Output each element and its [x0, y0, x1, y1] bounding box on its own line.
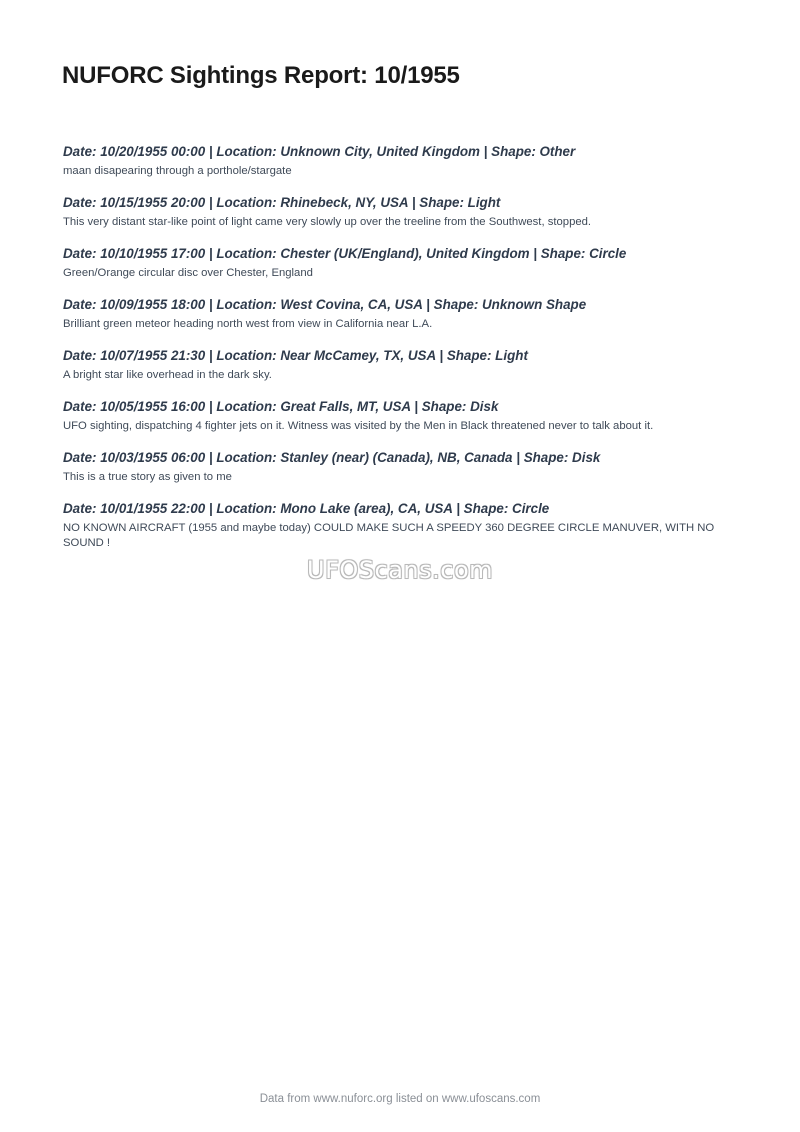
sighting-entry: [63, 347, 753, 383]
sighting-heading: Date: 10/01/1955 22:00 | Location: Mono Lake (area), CA, USA | Shape: Circle: [63, 501, 550, 516]
sighting-description: Green/Orange circular disc over Chester, England: [63, 267, 313, 279]
sighting-entry: [63, 449, 753, 485]
sighting-heading: Date: 10/05/1955 16:00 | Location: Great Falls, MT, USA | Shape: Disk: [63, 399, 499, 414]
sighting-heading: Date: 10/03/1955 06:00 | Location: Stanley (near) (Canada), NB, Canada | Shape: Disk: [63, 450, 601, 465]
sighting-description: maan disapearing through a porthole/stargate: [63, 165, 292, 177]
sighting-entry: [63, 398, 753, 434]
page-title: NUFORC Sightings Report: 10/1955: [62, 62, 460, 89]
watermark: UFOScans.com: [307, 556, 493, 584]
sighting-heading: Date: 10/10/1955 17:00 | Location: Chester (UK/England), United Kingdom | Shape: Circle: [63, 246, 627, 261]
sighting-heading: Date: 10/20/1955 00:00 | Location: Unknown City, United Kingdom | Shape: Other: [63, 144, 576, 159]
sighting-description: A bright star like overhead in the dark sky.: [63, 369, 272, 381]
sighting-entry: [63, 194, 753, 230]
sighting-heading: Date: 10/09/1955 18:00 | Location: West Covina, CA, USA | Shape: Unknown Shape: [63, 297, 587, 312]
sighting-entry: [63, 245, 753, 281]
sighting-entry: [63, 500, 753, 551]
sightings-list: [63, 143, 753, 566]
sighting-description: UFO sighting, dispatching 4 fighter jets on it. Witness was visited by the Men in Black threatened never to talk about it.: [63, 420, 654, 432]
sighting-heading: Date: 10/07/1955 21:30 | Location: Near McCamey, TX, USA | Shape: Light: [63, 348, 528, 363]
footer-credit: Data from www.nuforc.org listed on www.ufoscans.com: [259, 1093, 541, 1105]
sighting-entry: [63, 143, 753, 179]
sighting-description: This is a true story as given to me: [63, 471, 232, 483]
sighting-description: Brilliant green meteor heading north west from view in California near L.A.: [63, 318, 433, 330]
sighting-description: NO KNOWN AIRCRAFT (1955 and maybe today) COULD MAKE SUCH A SPEEDY 360 DEGREE CIRCLE MANUVER, WITH NO SOUND !: [63, 522, 715, 549]
sighting-entry: [63, 296, 753, 332]
sighting-heading: Date: 10/15/1955 20:00 | Location: Rhinebeck, NY, USA | Shape: Light: [63, 195, 501, 210]
sighting-description: This very distant star-like point of light came very slowly up over the treeline from the Southwest, stopped.: [63, 216, 592, 228]
